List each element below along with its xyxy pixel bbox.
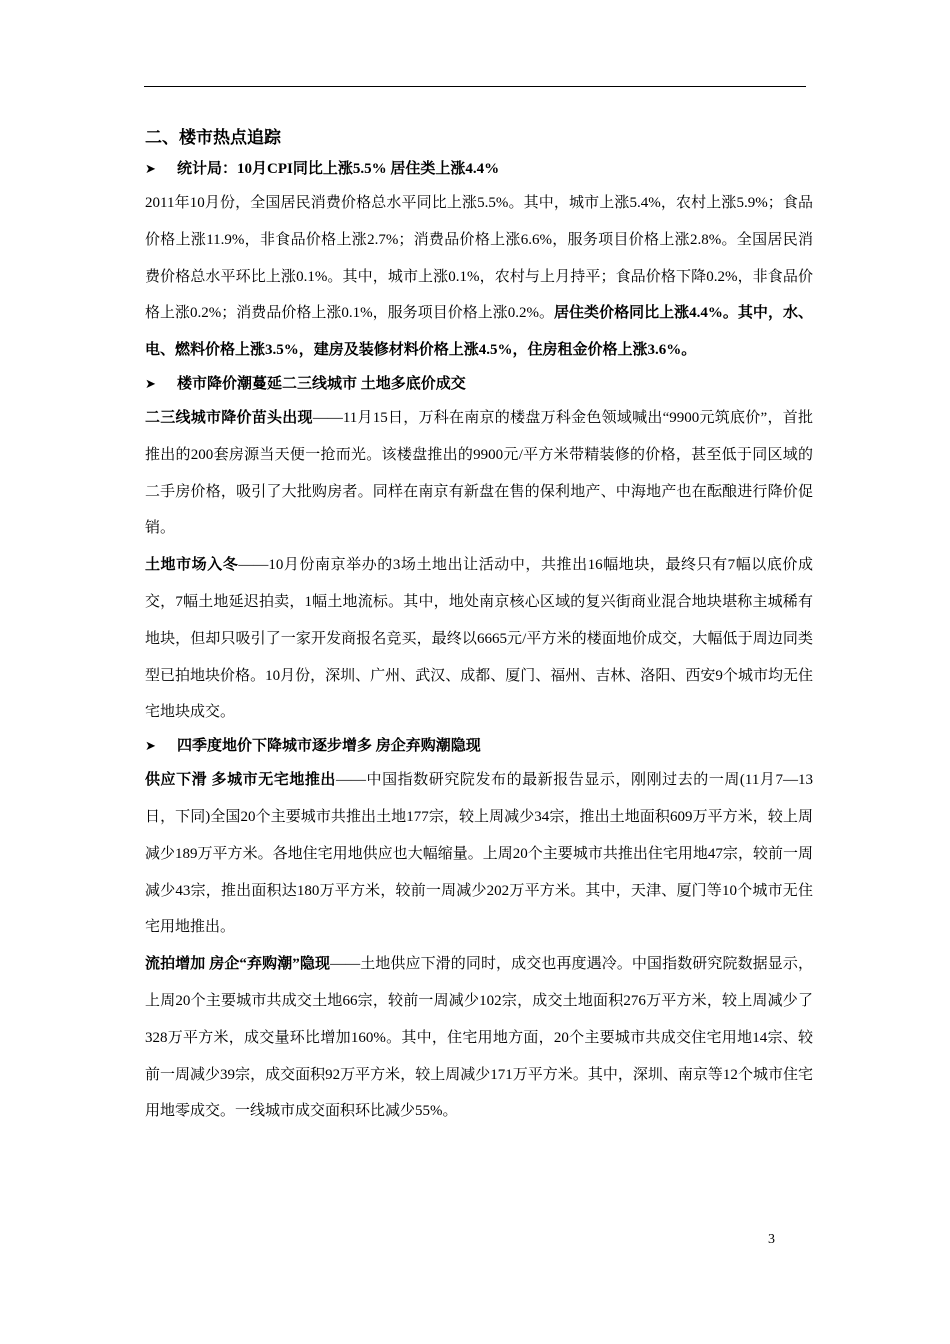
arrowhead-bullet-icon: ➤ xyxy=(145,162,156,177)
paragraph-lead: 土地市场入冬 xyxy=(145,557,239,574)
bullet-text: 统计局：10月CPI同比上涨5.5% 居住类上涨4.4% xyxy=(177,161,500,177)
paragraph-auction xyxy=(145,946,813,1130)
paragraph-text: ——土地供应下滑的同时，成交也再度遇冷。中国指数研究院数据显示，上周20个主要城市共成交土地66宗，较前一周减少102宗，成交土地面积276万平方米，较上周减少了328万平方米，成交量环比增加160%。其中，住宅用地方面，20个主要城市共成交住宅用地14宗、较前一周减少39宗，成交面积92万平方米，较上周减少171万平方米。其中，深圳、南京等12个城市住宅用地零成交。一线城市成交面积环比减少55%。 xyxy=(145,956,813,1120)
bullet-heading-land-price xyxy=(145,731,813,762)
bullet-heading-cpi xyxy=(145,154,813,185)
section-title: 二、楼市热点追踪 xyxy=(145,128,281,147)
document-body xyxy=(145,122,813,1130)
bullet-text: 四季度地价下降城市逐步增多 房企弃购潮隐现 xyxy=(177,738,481,755)
paragraph-supply xyxy=(145,762,813,946)
paragraph-text: 2011年10月份，全国居民消费价格总水平同比上涨5.5%。其中，城市上涨5.4%，农村上涨5.9%；食品价格上涨11.9%，非食品价格上涨2.7%；消费品价格上涨6.6%，服务项目价格上涨2.8%。全国居民消费价格总水平环比上涨0.1%。其中，城市上涨0.1%，农村与上月持平；食品价格下降0.2%，非食品价格上涨0.2%；消费品价格上涨0.1%，服务项目价格上涨0.2%。 xyxy=(145,195,813,322)
paragraph-text: ——10月份南京举办的3场土地出让活动中，共推出16幅地块，最终只有7幅以底价成交，7幅土地延迟拍卖，1幅土地流标。其中，地处南京核心区域的复兴街商业混合地块堪称主城稀有地块，但却只吸引了一家开发商报名竞买，最终以6665元/平方米的楼面地价成交，大幅低于周边同类型已拍地块价格。10月份，深圳、广州、武汉、成都、厦门、福州、吉林、洛阳、西安9个城市均无住宅地块成交。 xyxy=(145,557,813,721)
paragraph-lead: 供应下滑 多城市无宅地推出 xyxy=(145,772,336,789)
header-rule xyxy=(144,86,806,87)
paragraph-bold-text: 居住类价格同比上涨4.4%。其中，水、电、燃料价格上涨3.5%，建房及装修材料价格上涨4.5%，住房租金价格上涨3.6%。 xyxy=(145,305,813,359)
paragraph-lead: 流拍增加 房企“弃购潮”隐现 xyxy=(145,956,331,973)
bullet-text: 楼市降价潮蔓延二三线城市 土地多底价成交 xyxy=(177,375,466,392)
paragraph-land xyxy=(145,547,813,731)
paragraph-price-cut xyxy=(145,400,813,547)
arrowhead-bullet-icon: ➤ xyxy=(145,376,156,392)
bullet-heading-price-cut xyxy=(145,369,813,400)
paragraph-text: ——11月15日，万科在南京的楼盘万科金色领域喊出“9900元筑底价”，首批推出的200套房源当天便一抢而光。该楼盘推出的9900元/平方米带精装修的价格，甚至低于同区域的二手房价格，吸引了大批购房者。同样在南京有新盘在售的保利地产、中海地产也在酝酿进行降价促销。 xyxy=(145,409,813,537)
paragraph-text: ——中国指数研究院发布的最新报告显示，刚刚过去的一周(11月7—13日，下同)全国20个主要城市共推出土地177宗，较上周减少34宗，推出土地面积609万平方米，较上周减少189万平方米。各地住宅用地供应也大幅缩量。上周20个主要城市共推出住宅用地47宗，较前一周减少43宗，推出面积达180万平方米，较前一周减少202万平方米。其中，天津、厦门等10个城市无住宅用地推出。 xyxy=(145,772,813,936)
paragraph-cpi xyxy=(145,185,813,369)
arrowhead-bullet-icon: ➤ xyxy=(145,739,156,755)
page-number: 3 xyxy=(768,1232,775,1247)
paragraph-lead: 二三线城市降价苗头出现 xyxy=(145,409,313,426)
